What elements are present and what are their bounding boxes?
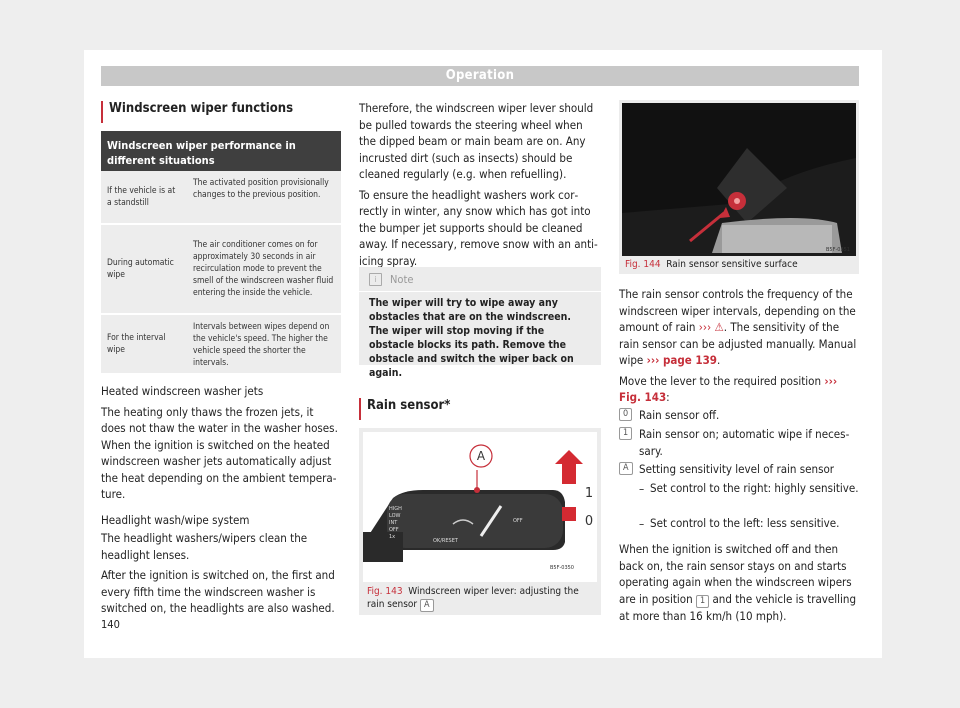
subheading: Heated windscreen washer jets	[101, 384, 264, 398]
column-1-text	[101, 383, 341, 617]
lever-label: INT	[389, 520, 398, 526]
lever-label: LOW	[389, 513, 401, 519]
bullet-item	[639, 515, 859, 532]
table-row	[101, 171, 341, 225]
table-cell: For the interval wipe	[107, 333, 166, 355]
table-heading: Windscreen wiper performance in different situations	[101, 131, 341, 171]
text: .	[716, 353, 721, 367]
list-text: Rain sensor on; automatic wipe if necessary.	[639, 427, 850, 458]
section-title: Rain sensor*	[359, 398, 450, 420]
figure-link[interactable]: ››› Fig. 143	[619, 373, 838, 404]
key-badge: 1	[619, 427, 632, 440]
text: . The sensitivity of the rain sensor can be adjusted manually. Manual wipe	[619, 320, 857, 367]
column-3-text	[619, 286, 859, 406]
lever-label: OFF	[389, 527, 399, 533]
figure-144	[619, 100, 859, 274]
table-cell: If the vehicle is at a standstill	[107, 186, 176, 208]
figure-caption	[367, 585, 593, 612]
note-text: The wiper will try to wipe away any obstacles that are on the windscreen. The wiper will stop moving if the obstacle blocks its path. Remove the obstacle and switch the wiper back on again.	[369, 297, 574, 379]
wiper-lever-illustration	[363, 432, 597, 582]
dash-icon: –	[639, 482, 645, 496]
cross-reference[interactable]: ›››	[698, 320, 712, 334]
paragraph: The heating only thaws the frozen jets, it does not thaw the water in the washer hoses. When the ignition is switched on the heated windscreen washer jets automatically adjust the heat depending on the ambient temperature.	[101, 404, 338, 501]
warning-icon: ⚠	[714, 320, 724, 334]
caption-text: Windscreen wiper lever: adjusting the rain sensor	[367, 586, 579, 610]
list-item	[619, 461, 859, 478]
callout-1: 1	[584, 486, 594, 501]
note-header	[359, 267, 601, 292]
lever-label: 1x	[389, 534, 396, 540]
page-link[interactable]: ››› page 139	[646, 353, 717, 367]
paragraph: After the ignition is switched on, the first and every fifth time the windscreen washer is switched on, the headlights are also washed.	[101, 568, 335, 615]
figure-code: B5F-0350	[549, 565, 574, 571]
key-badge: 0	[619, 408, 632, 421]
figure-code: B5F-0351	[825, 247, 850, 253]
callout-a: A	[476, 449, 486, 463]
key-badge: 1	[696, 595, 709, 608]
key-badge: A	[420, 599, 434, 612]
figure-number: Fig. 143	[367, 586, 403, 597]
table-cell: During automatic wipe	[107, 258, 174, 280]
lever-label: OK/RESET	[433, 538, 458, 544]
lever-label: HIGH	[389, 506, 402, 512]
list-item	[619, 426, 859, 459]
subheading: Headlight wash/wipe system	[101, 512, 250, 527]
text: Move the lever to the required position	[619, 373, 822, 388]
text: :	[666, 390, 670, 404]
section-title: Windscreen wiper functions	[101, 101, 293, 123]
list-item	[619, 407, 859, 424]
bullet-item	[639, 480, 859, 497]
column-2-text	[359, 100, 601, 269]
table-cell: The activated position provisionally changes to the previous position.	[193, 178, 329, 200]
paragraph: To ensure the headlight washers work correctly in winter, any snow which has got into the bumper jet supports should be cleaned away. If necessary, remove snow with an anti-icing spray.	[359, 187, 598, 268]
paragraph: Therefore, the windscreen wiper lever should be pulled towards the steering wheel when the dipped beam or main beam are on. Any incrusted dirt (such as insects) should be cleaned regularly (e.g. when refuelling).	[359, 101, 594, 181]
page-number: 140	[101, 618, 120, 631]
table-cell: The air conditioner comes on for approximately 30 seconds in air recirculation mode to prevent the smell of the windscreen washer fluid entering the inside the vehicle.	[193, 240, 334, 298]
text: The rain sensor controls the frequency of the windscreen wiper intervals, depending on the amount of rain	[619, 287, 856, 334]
rain-sensor-illustration	[622, 103, 856, 256]
dash-icon: –	[639, 517, 645, 531]
table-row	[101, 225, 341, 315]
paragraph	[619, 373, 859, 406]
note-label: Note	[390, 272, 414, 286]
table-row	[101, 315, 341, 375]
callout-0: 0	[584, 514, 594, 529]
paragraph: The headlight washers/wipers clean the headlight lenses.	[101, 531, 308, 562]
note-icon: i	[369, 273, 382, 286]
running-header: Operation	[101, 66, 859, 86]
bullet-text: Set control to the left: less sensitive.	[650, 516, 840, 530]
paragraph	[619, 541, 859, 624]
paragraph	[619, 286, 859, 369]
wiper-table	[101, 131, 341, 375]
figure-caption	[625, 258, 855, 271]
list-text: Rain sensor off.	[639, 408, 720, 422]
figure-143	[359, 428, 601, 615]
note-box	[359, 267, 601, 379]
caption-text: Rain sensor sensitive surface	[666, 259, 798, 270]
key-badge: A	[619, 462, 633, 475]
lever-label: OFF	[513, 518, 523, 524]
text: and the vehicle is travelling at more than 16 km/h (10 mph).	[619, 591, 857, 623]
bullet-text: Set control to the right: highly sensitive.	[650, 481, 859, 495]
figure-number: Fig. 144	[625, 259, 661, 270]
table-cell: Intervals between wipes depend on the vehicle's speed. The higher the vehicle speed the shorter the intervals.	[193, 322, 330, 368]
list-text: Setting sensitivity level of rain sensor	[639, 462, 835, 476]
text: When the ignition is switched off and then back on, the rain sensor stays on and starts operating again when the windscreen wipers are in position	[619, 542, 852, 606]
